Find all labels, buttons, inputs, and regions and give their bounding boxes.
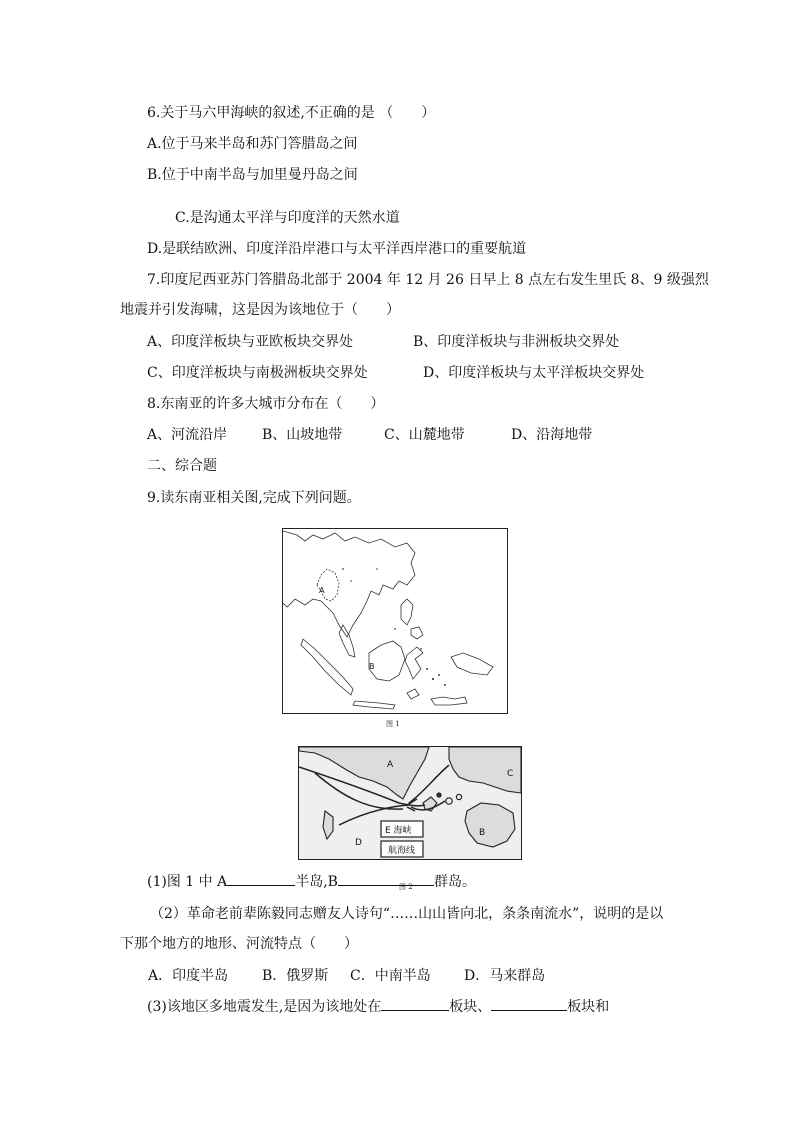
q9-sub1-part2: 半岛,B: [295, 874, 338, 890]
q9-sub1: [147, 871, 476, 892]
q9-sub1-blank-a[interactable]: [227, 871, 295, 886]
figure-1-label-a: A: [319, 586, 325, 595]
figure-2-legend-route: 航海线: [388, 846, 416, 856]
q7-option-a: A、印度洋板块与亚欧板块交界处: [147, 334, 354, 350]
figure-2-label-c: C: [507, 769, 514, 779]
figure-1-label-b: B: [369, 662, 375, 671]
figure-1-map: [282, 528, 508, 714]
q9-sub2-line1: （2）革命老前辈陈毅同志赠友人诗句“……山山皆向北，条条南流水”，说明的是以: [150, 906, 664, 922]
q9-sub3: [147, 996, 609, 1017]
q9-sub1-part1: (1)图 1 中 A: [147, 874, 228, 890]
q9-sub1-part3: 群岛。: [433, 874, 476, 890]
q9-sub2-option-a: A．印度半岛: [148, 968, 229, 984]
q7-option-b: B、印度洋板块与非洲板块交界处: [413, 334, 620, 350]
q9-sub3-part2: 板块、: [449, 999, 492, 1015]
q9-sub2-option-b: B．俄罗斯: [262, 968, 329, 984]
q9-sub2-line2: 下那个地方的地形、河流特点（ ）: [120, 936, 358, 952]
q9-sub2-option-d: D．马来群岛: [464, 968, 546, 984]
q7-stem-line1: 7.印度尼西亚苏门答腊岛北部于 2004 年 12 月 26 日早上 8 点左右发生里氏 8、9 级强烈: [147, 272, 709, 288]
figure-2-caption: 图 2: [399, 883, 413, 891]
q6-stem: 6.关于马六甲海峡的叙述,不正确的是 （ ）: [147, 105, 436, 121]
figure-2-legend-strait: E 海峡: [385, 826, 412, 836]
q9-sub3-part1: (3)该地区多地震发生,是因为该地处在: [147, 999, 382, 1015]
figure-1-caption: 图 1: [386, 720, 400, 728]
q8-stem: 8.东南亚的许多大城市分布在（ ）: [147, 396, 385, 412]
q8-option-a: A、河流沿岸: [147, 427, 228, 443]
figure-2-label-a: A: [387, 760, 394, 770]
q8-option-d: D、沿海地带: [511, 427, 593, 443]
q9-stem: 9.读东南亚相关图,完成下列问题。: [147, 490, 361, 506]
figure-2-label-d: D: [355, 838, 362, 848]
q9-sub3-part3: 板块和: [567, 999, 610, 1015]
q9-sub3-blank-a[interactable]: [381, 996, 449, 1011]
q9-sub3-blank-b[interactable]: [491, 996, 567, 1011]
q7-stem-line2: 地震并引发海啸，这是因为该地位于（ ）: [120, 302, 400, 318]
q7-option-d: D、印度洋板块与太平洋板块交界处: [423, 365, 645, 381]
q9-sub2-option-c: C．中南半岛: [350, 968, 431, 984]
q8-option-b: B、山坡地带: [262, 427, 343, 443]
q6-option-c: C.是沟通太平洋与印度洋的天然水道: [175, 210, 400, 226]
figure-2-label-b: B: [479, 828, 486, 838]
q9-sub1-blank-b[interactable]: [338, 871, 434, 886]
q6-option-b: B.位于中南半岛与加里曼丹岛之间: [147, 167, 358, 183]
q8-option-c: C、山麓地带: [384, 427, 465, 443]
figure-2-map: [298, 746, 522, 860]
q6-option-d: D.是联结欧洲、印度洋沿岸港口与太平洋西岸港口的重要航道: [147, 241, 527, 257]
section-heading: 二、综合题: [147, 458, 217, 474]
q7-option-c: C、印度洋板块与南极洲板块交界处: [147, 365, 368, 381]
q6-option-a: A.位于马来半岛和苏门答腊岛之间: [147, 136, 358, 152]
